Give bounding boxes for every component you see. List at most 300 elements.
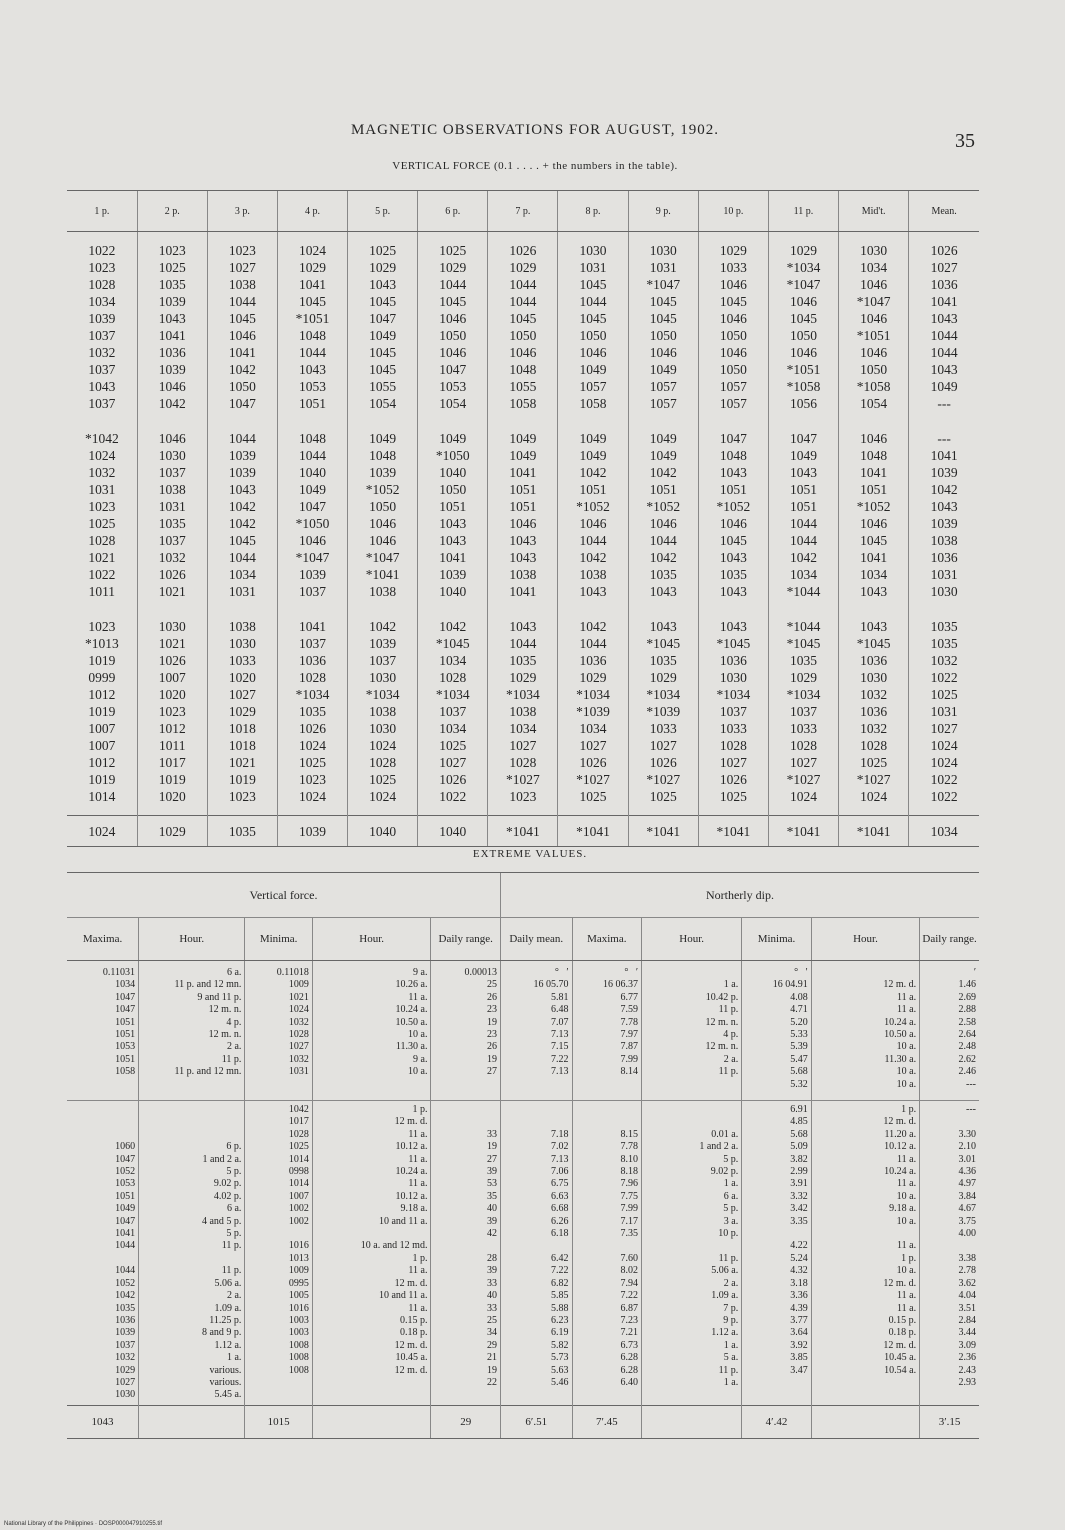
table-cell: 1050 — [207, 378, 277, 395]
table-cell: *1027 — [839, 771, 909, 788]
table-row — [67, 259, 979, 276]
table-cell: 1039 — [418, 566, 488, 583]
table-cell: 1049 — [909, 378, 979, 395]
spacer-cell — [207, 805, 277, 816]
table-cell: 1046 — [207, 327, 277, 344]
table-cell: 1007 — [88, 738, 116, 753]
table-cell: 1043 — [277, 361, 347, 378]
table-cell: 1050 — [418, 327, 488, 344]
extreme-cell: 1015 — [245, 1405, 312, 1438]
table-cell: 1028 — [418, 669, 488, 686]
table-cell: 1042 — [207, 361, 277, 378]
table-cell: 1023 — [137, 242, 207, 259]
table-cell: *1034 — [488, 686, 558, 703]
extreme-values-table — [67, 872, 979, 1439]
table-cell: 1028 — [88, 277, 116, 292]
table-cell: 1022 — [909, 669, 979, 686]
spacer-cell — [207, 600, 277, 618]
table-cell: 1044 — [768, 532, 838, 549]
extreme-cell: 1043 — [67, 1405, 139, 1438]
table-cell: 1046 — [488, 344, 558, 361]
table-cell: 1050 — [418, 481, 488, 498]
spacer-cell — [418, 412, 488, 430]
extreme-cell: 0.01 a. 1 and 2 a. 5 p. 9.02 p. 1 a. 6 a. 5 p. 3 a. 10 p. 11 p. 5.06 a. 2 a. 1.09 a. 7 p. 9 p. 1.12 a. 1 a. 5 a. 11 p. 1 a. — [642, 1101, 742, 1406]
table-row — [67, 720, 979, 737]
spacer-cell — [207, 412, 277, 430]
table-cell: 1024 — [277, 242, 347, 259]
extreme-cell: 3′.15 — [920, 1405, 979, 1438]
column-header: 5 p. — [348, 191, 418, 232]
table-cell: 1042 — [137, 395, 207, 412]
table-cell: 1037 — [418, 703, 488, 720]
table-cell: 1037 — [88, 328, 116, 343]
table-cell: 1028 — [839, 737, 909, 754]
table-cell: 1020 — [137, 788, 207, 805]
table-cell: 1037 — [348, 652, 418, 669]
table-cell: 1046 — [839, 515, 909, 532]
column-header: 7 p. — [488, 191, 558, 232]
table-row — [67, 242, 979, 259]
spacer-cell — [558, 412, 628, 430]
table-cell: 1044 — [488, 635, 558, 652]
spacer-cell — [67, 805, 137, 816]
table-cell: 1049 — [628, 447, 698, 464]
table-cell: 1043 — [698, 464, 768, 481]
table-cell: *1044 — [768, 583, 838, 600]
table-cell: 1024 — [909, 754, 979, 771]
extreme-cell: 29 — [431, 1405, 501, 1438]
table-cell: 1034 — [839, 566, 909, 583]
table-cell: 1024 — [768, 788, 838, 805]
table-cell: 1038 — [207, 276, 277, 293]
table-cell: 1045 — [207, 532, 277, 549]
table-cell: 1029 — [488, 669, 558, 686]
table-cell: 1026 — [558, 754, 628, 771]
table-cell: 1025 — [277, 754, 347, 771]
table-cell: 1023 — [88, 499, 116, 514]
table-cell: 1007 — [137, 669, 207, 686]
table-cell: 1049 — [628, 430, 698, 447]
table-row — [67, 378, 979, 395]
table-cell: 1045 — [768, 310, 838, 327]
table-cell: 1045 — [628, 293, 698, 310]
table-cell: 1041 — [488, 464, 558, 481]
table-cell: 1029 — [628, 669, 698, 686]
spacer-cell — [348, 600, 418, 618]
table-cell: 1044 — [207, 430, 277, 447]
table-cell: 1035 — [768, 652, 838, 669]
extreme-cell: 1 p. 12 m. d. 11.20 a. 10.12 a. 11 a. 10.24 a. 11 a. 10 a. 9.18 a. 10 a. 11 a. 1 p. 10 a. 12 m. d. 11 a. 11 a. 0.15 p. 0.18 p. 12 m. d. 10.45 a. 10.54 a. — [811, 1101, 919, 1406]
table-cell: *1045 — [768, 635, 838, 652]
extreme-cell: --- 3.30 2.10 3.01 4.36 4.97 3.84 4.67 3.75 4.00 3.38 2.78 3.62 4.04 3.51 2.84 3.44 3.09 2.36 2.43 2.93 — [920, 1101, 979, 1406]
table-cell: 1034 — [418, 652, 488, 669]
table-cell: 1046 — [768, 293, 838, 310]
monthly-mean-row — [67, 816, 979, 847]
spacer-cell — [768, 805, 838, 816]
table-cell: 1042 — [207, 498, 277, 515]
column-header: 4 p. — [277, 191, 347, 232]
mean-cell: 1035 — [207, 816, 277, 847]
table-cell: 1028 — [488, 754, 558, 771]
table-cell: 1041 — [277, 618, 347, 635]
table-cell: 1039 — [909, 464, 979, 481]
table-cell: 1049 — [348, 430, 418, 447]
table-cell: 1048 — [839, 447, 909, 464]
table-cell: 1043 — [909, 310, 979, 327]
table-cell: 1041 — [909, 293, 979, 310]
table-cell: 1050 — [488, 327, 558, 344]
table-cell: 1031 — [207, 583, 277, 600]
table-cell: 1044 — [909, 327, 979, 344]
table-cell: 1044 — [488, 293, 558, 310]
table-cell: 1035 — [277, 703, 347, 720]
table-cell: 1030 — [137, 618, 207, 635]
table-cell: 1042 — [628, 464, 698, 481]
table-row — [67, 310, 979, 327]
table-cell: 1041 — [839, 549, 909, 566]
table-cell: 1024 — [348, 737, 418, 754]
spacer-cell — [277, 232, 347, 243]
spacer-cell — [628, 232, 698, 243]
table-cell: 1029 — [207, 703, 277, 720]
table-cell: 1018 — [207, 737, 277, 754]
table-cell: *1047 — [348, 549, 418, 566]
spacer-cell — [348, 805, 418, 816]
table-cell: 1029 — [418, 259, 488, 276]
table-row — [67, 686, 979, 703]
table-cell: 1051 — [488, 498, 558, 515]
table-row — [67, 464, 979, 481]
table-cell: 1047 — [207, 395, 277, 412]
table-cell: 1042 — [207, 515, 277, 532]
table-row — [67, 549, 979, 566]
table-cell: 1024 — [88, 448, 116, 463]
table-cell: 1057 — [698, 395, 768, 412]
table-row — [67, 447, 979, 464]
spacer-cell — [628, 600, 698, 618]
table-cell: 1027 — [909, 720, 979, 737]
table-cell: 1027 — [207, 686, 277, 703]
table-cell: 1035 — [909, 618, 979, 635]
table-cell: 1043 — [137, 310, 207, 327]
extreme-values-title: EXTREME VALUES. — [472, 848, 588, 860]
table-cell: 1034 — [418, 720, 488, 737]
table-cell: *1027 — [628, 771, 698, 788]
table-cell: 1043 — [348, 276, 418, 293]
table-cell: 1027 — [207, 259, 277, 276]
table-cell: 1031 — [558, 259, 628, 276]
table-cell: 1042 — [418, 618, 488, 635]
table-cell: 1021 — [207, 754, 277, 771]
extreme-cell — [139, 1405, 245, 1438]
table-cell: 1046 — [137, 378, 207, 395]
table-cell: 1043 — [488, 618, 558, 635]
table-cell: *1052 — [698, 498, 768, 515]
table-cell: 1031 — [909, 703, 979, 720]
spacer-cell — [348, 412, 418, 430]
table-cell: 1039 — [277, 566, 347, 583]
table-cell: 1043 — [628, 618, 698, 635]
table-row — [67, 532, 979, 549]
table-cell: 1046 — [839, 276, 909, 293]
table-cell: *1045 — [628, 635, 698, 652]
table-cell: 1046 — [768, 344, 838, 361]
extreme-mean-row — [67, 1405, 979, 1438]
table-row — [67, 737, 979, 754]
table-cell: 1032 — [88, 345, 116, 360]
table-cell: 1049 — [488, 447, 558, 464]
table-cell: 1030 — [698, 669, 768, 686]
extreme-cell: 12 m. d. 11 a. 11 a. 10.24 a. 10.50 a. 10 a. 11.30 a. 10 a. 10 a. — [811, 961, 919, 1101]
spacer-cell — [348, 232, 418, 243]
table-cell: 1049 — [768, 447, 838, 464]
table-cell: 1011 — [137, 737, 207, 754]
table-cell: 1049 — [558, 361, 628, 378]
table-cell: *1034 — [348, 686, 418, 703]
table-cell: 1019 — [88, 772, 116, 787]
table-cell: 1053 — [418, 378, 488, 395]
table-cell: 1027 — [558, 737, 628, 754]
table-cell: 1047 — [768, 430, 838, 447]
table-cell: 1026 — [137, 652, 207, 669]
spacer-cell — [137, 600, 207, 618]
table-cell: 1051 — [839, 481, 909, 498]
table-cell: 1028 — [88, 533, 116, 548]
table-cell: 1026 — [137, 566, 207, 583]
table-cell: 1046 — [698, 310, 768, 327]
table-cell: 1040 — [418, 583, 488, 600]
table-cell: 1046 — [418, 344, 488, 361]
mean-cell: 1040 — [418, 816, 488, 847]
table-cell: 1022 — [909, 771, 979, 788]
extreme-column-header: Daily mean. — [500, 918, 572, 961]
table-cell: 1042 — [558, 549, 628, 566]
table-cell: 1051 — [558, 481, 628, 498]
table-cell: 1039 — [137, 361, 207, 378]
spacer-cell — [277, 600, 347, 618]
table-cell: 1024 — [277, 737, 347, 754]
table-cell: *1041 — [348, 566, 418, 583]
spacer-cell — [839, 412, 909, 430]
table-cell: 1026 — [698, 771, 768, 788]
table-cell: 1048 — [488, 361, 558, 378]
table-cell: 1023 — [277, 771, 347, 788]
table-cell: 1043 — [488, 532, 558, 549]
table-cell: 1038 — [909, 532, 979, 549]
table-cell: *1039 — [628, 703, 698, 720]
table-cell: 1056 — [768, 395, 838, 412]
table-cell: 1023 — [488, 788, 558, 805]
table-cell: 1048 — [277, 430, 347, 447]
table-cell: 1043 — [909, 361, 979, 378]
table-cell: 1029 — [768, 669, 838, 686]
table-cell: 1007 — [88, 721, 116, 736]
table-cell: 1028 — [277, 669, 347, 686]
extreme-cell: 1 a. 10.42 p. 11 p. 12 m. n. 4 p. 12 m. n. 2 a. 11 p. — [642, 961, 742, 1101]
table-cell: 1035 — [909, 635, 979, 652]
table-cell: *1052 — [839, 498, 909, 515]
table-cell: *1027 — [488, 771, 558, 788]
table-cell: *1058 — [839, 378, 909, 395]
extreme-column-header: Minima. — [742, 918, 812, 961]
table-cell: 1038 — [348, 583, 418, 600]
table-cell: 1043 — [839, 618, 909, 635]
table-cell: 1030 — [348, 720, 418, 737]
table-cell: 1055 — [348, 378, 418, 395]
table-cell: 1044 — [909, 344, 979, 361]
table-cell: 1025 — [418, 737, 488, 754]
table-cell: 1034 — [488, 720, 558, 737]
table-cell: 1045 — [628, 310, 698, 327]
spacer-cell — [418, 805, 488, 816]
spacer-cell — [839, 600, 909, 618]
table-cell: 1032 — [839, 720, 909, 737]
table-cell: *1052 — [558, 498, 628, 515]
table-cell: 1038 — [488, 703, 558, 720]
table-cell: 1058 — [488, 395, 558, 412]
extreme-cell: 1 p. 12 m. d. 11 a. 10.12 a. 11 a. 10.24 a. 11 a. 10.12 a. 9.18 a. 10 and 11 a. 10 a. and 12 md. 1 p. 11 a. 12 m. d. 10 and 11 a. 11 a. 0.15 p. 0.18 p. 12 m. d. 10.45 a. 12 m. d. — [312, 1101, 431, 1406]
table-cell: 1043 — [207, 481, 277, 498]
table-cell: 1047 — [418, 361, 488, 378]
table-cell: 1045 — [839, 532, 909, 549]
extreme-cell: 8.15 7.78 8.10 8.18 7.96 7.75 7.99 7.17 7.35 7.60 8.02 7.94 7.22 6.87 7.23 7.21 6.73 6.28 6.28 6.40 — [572, 1101, 642, 1406]
table-cell: 1028 — [768, 737, 838, 754]
table-cell: 1043 — [698, 583, 768, 600]
mean-cell: 1024 — [67, 816, 137, 847]
table-cell: 1031 — [909, 566, 979, 583]
table-cell: 1022 — [909, 788, 979, 805]
table-cell: 1033 — [628, 720, 698, 737]
table-cell: 1044 — [277, 447, 347, 464]
table-cell: 1046 — [558, 344, 628, 361]
table-cell: 1025 — [348, 242, 418, 259]
spacer-cell — [137, 232, 207, 243]
extreme-values-block — [67, 1101, 979, 1406]
table-cell: 1035 — [137, 276, 207, 293]
table-cell: *1045 — [839, 635, 909, 652]
spacer-cell — [909, 600, 979, 618]
spacer-cell — [558, 805, 628, 816]
table-cell: 1051 — [488, 481, 558, 498]
table-cell: 1047 — [698, 430, 768, 447]
table-cell: 1044 — [488, 276, 558, 293]
spacer-cell — [909, 232, 979, 243]
table-cell: 1033 — [698, 720, 768, 737]
table-cell: 1035 — [628, 652, 698, 669]
table-cell: 1041 — [137, 327, 207, 344]
table-cell: 1045 — [277, 293, 347, 310]
table-cell: *1052 — [348, 481, 418, 498]
extreme-cell: 0.11031 1034 1047 1047 1051 1051 1053 1051 1058 — [102, 967, 136, 1078]
table-cell: 1037 — [137, 532, 207, 549]
extreme-cell: ′ 1.46 2.69 2.88 2.58 2.64 2.48 2.62 2.46 --- — [920, 961, 979, 1101]
table-cell: 1043 — [909, 498, 979, 515]
table-cell: 1037 — [88, 396, 116, 411]
table-cell: 1057 — [628, 395, 698, 412]
table-cell: 1043 — [88, 379, 116, 394]
table-cell: 1021 — [88, 550, 116, 565]
table-cell: 1027 — [488, 737, 558, 754]
table-cell: 1029 — [558, 669, 628, 686]
extreme-cell — [811, 1405, 919, 1438]
table-cell: *1027 — [768, 771, 838, 788]
table-cell: 1043 — [768, 464, 838, 481]
table-cell: 1044 — [558, 635, 628, 652]
table-cell: 1053 — [277, 378, 347, 395]
table-cell: 1025 — [88, 516, 116, 531]
table-cell: 1038 — [488, 566, 558, 583]
table-row — [67, 754, 979, 771]
table-cell: 1044 — [418, 276, 488, 293]
table-cell: 1029 — [348, 259, 418, 276]
table-cell: 1034 — [207, 566, 277, 583]
table-cell: 1023 — [88, 260, 116, 275]
table-cell: *1047 — [277, 549, 347, 566]
table-cell: --- — [909, 395, 979, 412]
extreme-cell: 4′.42 — [742, 1405, 812, 1438]
spacer-cell — [67, 600, 137, 618]
table-cell: 1046 — [558, 515, 628, 532]
table-cell: 1057 — [698, 378, 768, 395]
table-cell: 1050 — [348, 498, 418, 515]
table-cell: 1019 — [88, 704, 116, 719]
table-cell: 1026 — [418, 771, 488, 788]
table-cell: 1012 — [88, 687, 116, 702]
table-cell: 1050 — [768, 327, 838, 344]
extreme-cell: 1042 1017 1028 1025 1014 0998 1014 1007 1002 1002 1016 1013 1009 0995 1005 1016 1003 1003 1008 1008 1008 — [245, 1101, 312, 1406]
table-cell: 1035 — [698, 566, 768, 583]
group-northerly-dip: Northerly dip. — [500, 873, 979, 918]
table-cell: 1025 — [839, 754, 909, 771]
table-cell: 1043 — [628, 583, 698, 600]
mean-cell: *1041 — [488, 816, 558, 847]
table-cell: 1051 — [277, 395, 347, 412]
extreme-cell: 6 a. 11 p. and 12 mn. 9 and 11 p. 12 m. n. 4 p. 12 m. n. 2 a. 11 p. 11 p. and 12 mn. — [139, 961, 245, 1101]
mean-cell: *1041 — [768, 816, 838, 847]
table-cell: 1034 — [839, 259, 909, 276]
table-cell: 1035 — [628, 566, 698, 583]
table-row — [67, 430, 979, 447]
table-row — [67, 293, 979, 310]
table-cell: 1026 — [277, 720, 347, 737]
table-cell: 1024 — [348, 788, 418, 805]
table-cell: 1045 — [558, 276, 628, 293]
table-cell: 1029 — [488, 259, 558, 276]
table-cell: 1032 — [839, 686, 909, 703]
table-cell: 1048 — [348, 447, 418, 464]
table-cell: 1011 — [88, 584, 116, 599]
table-row — [67, 515, 979, 532]
extreme-cell: ° ′ 16 05.70 5.81 6.48 7.07 7.13 7.15 7.22 7.13 — [500, 961, 572, 1101]
table-cell: 1057 — [558, 378, 628, 395]
table-cell: 1046 — [839, 310, 909, 327]
spacer-cell — [558, 232, 628, 243]
table-cell: 1045 — [348, 344, 418, 361]
table-cell: 1030 — [558, 242, 628, 259]
table-cell: 1019 — [88, 653, 116, 668]
extreme-cell: 7.18 7.02 7.13 7.06 6.75 6.63 6.68 6.26 6.18 6.42 7.22 6.82 5.85 5.88 6.23 6.19 5.82 5.73 5.63 5.46 — [500, 1101, 572, 1406]
spacer-cell — [698, 232, 768, 243]
table-cell: *1045 — [698, 635, 768, 652]
table-cell: 1045 — [348, 361, 418, 378]
table-cell: 1037 — [277, 583, 347, 600]
table-cell: 1020 — [207, 669, 277, 686]
table-cell: 1042 — [558, 464, 628, 481]
table-cell: 1037 — [137, 464, 207, 481]
table-cell: 1030 — [348, 669, 418, 686]
table-cell: 1044 — [558, 293, 628, 310]
column-header: 2 p. — [137, 191, 207, 232]
